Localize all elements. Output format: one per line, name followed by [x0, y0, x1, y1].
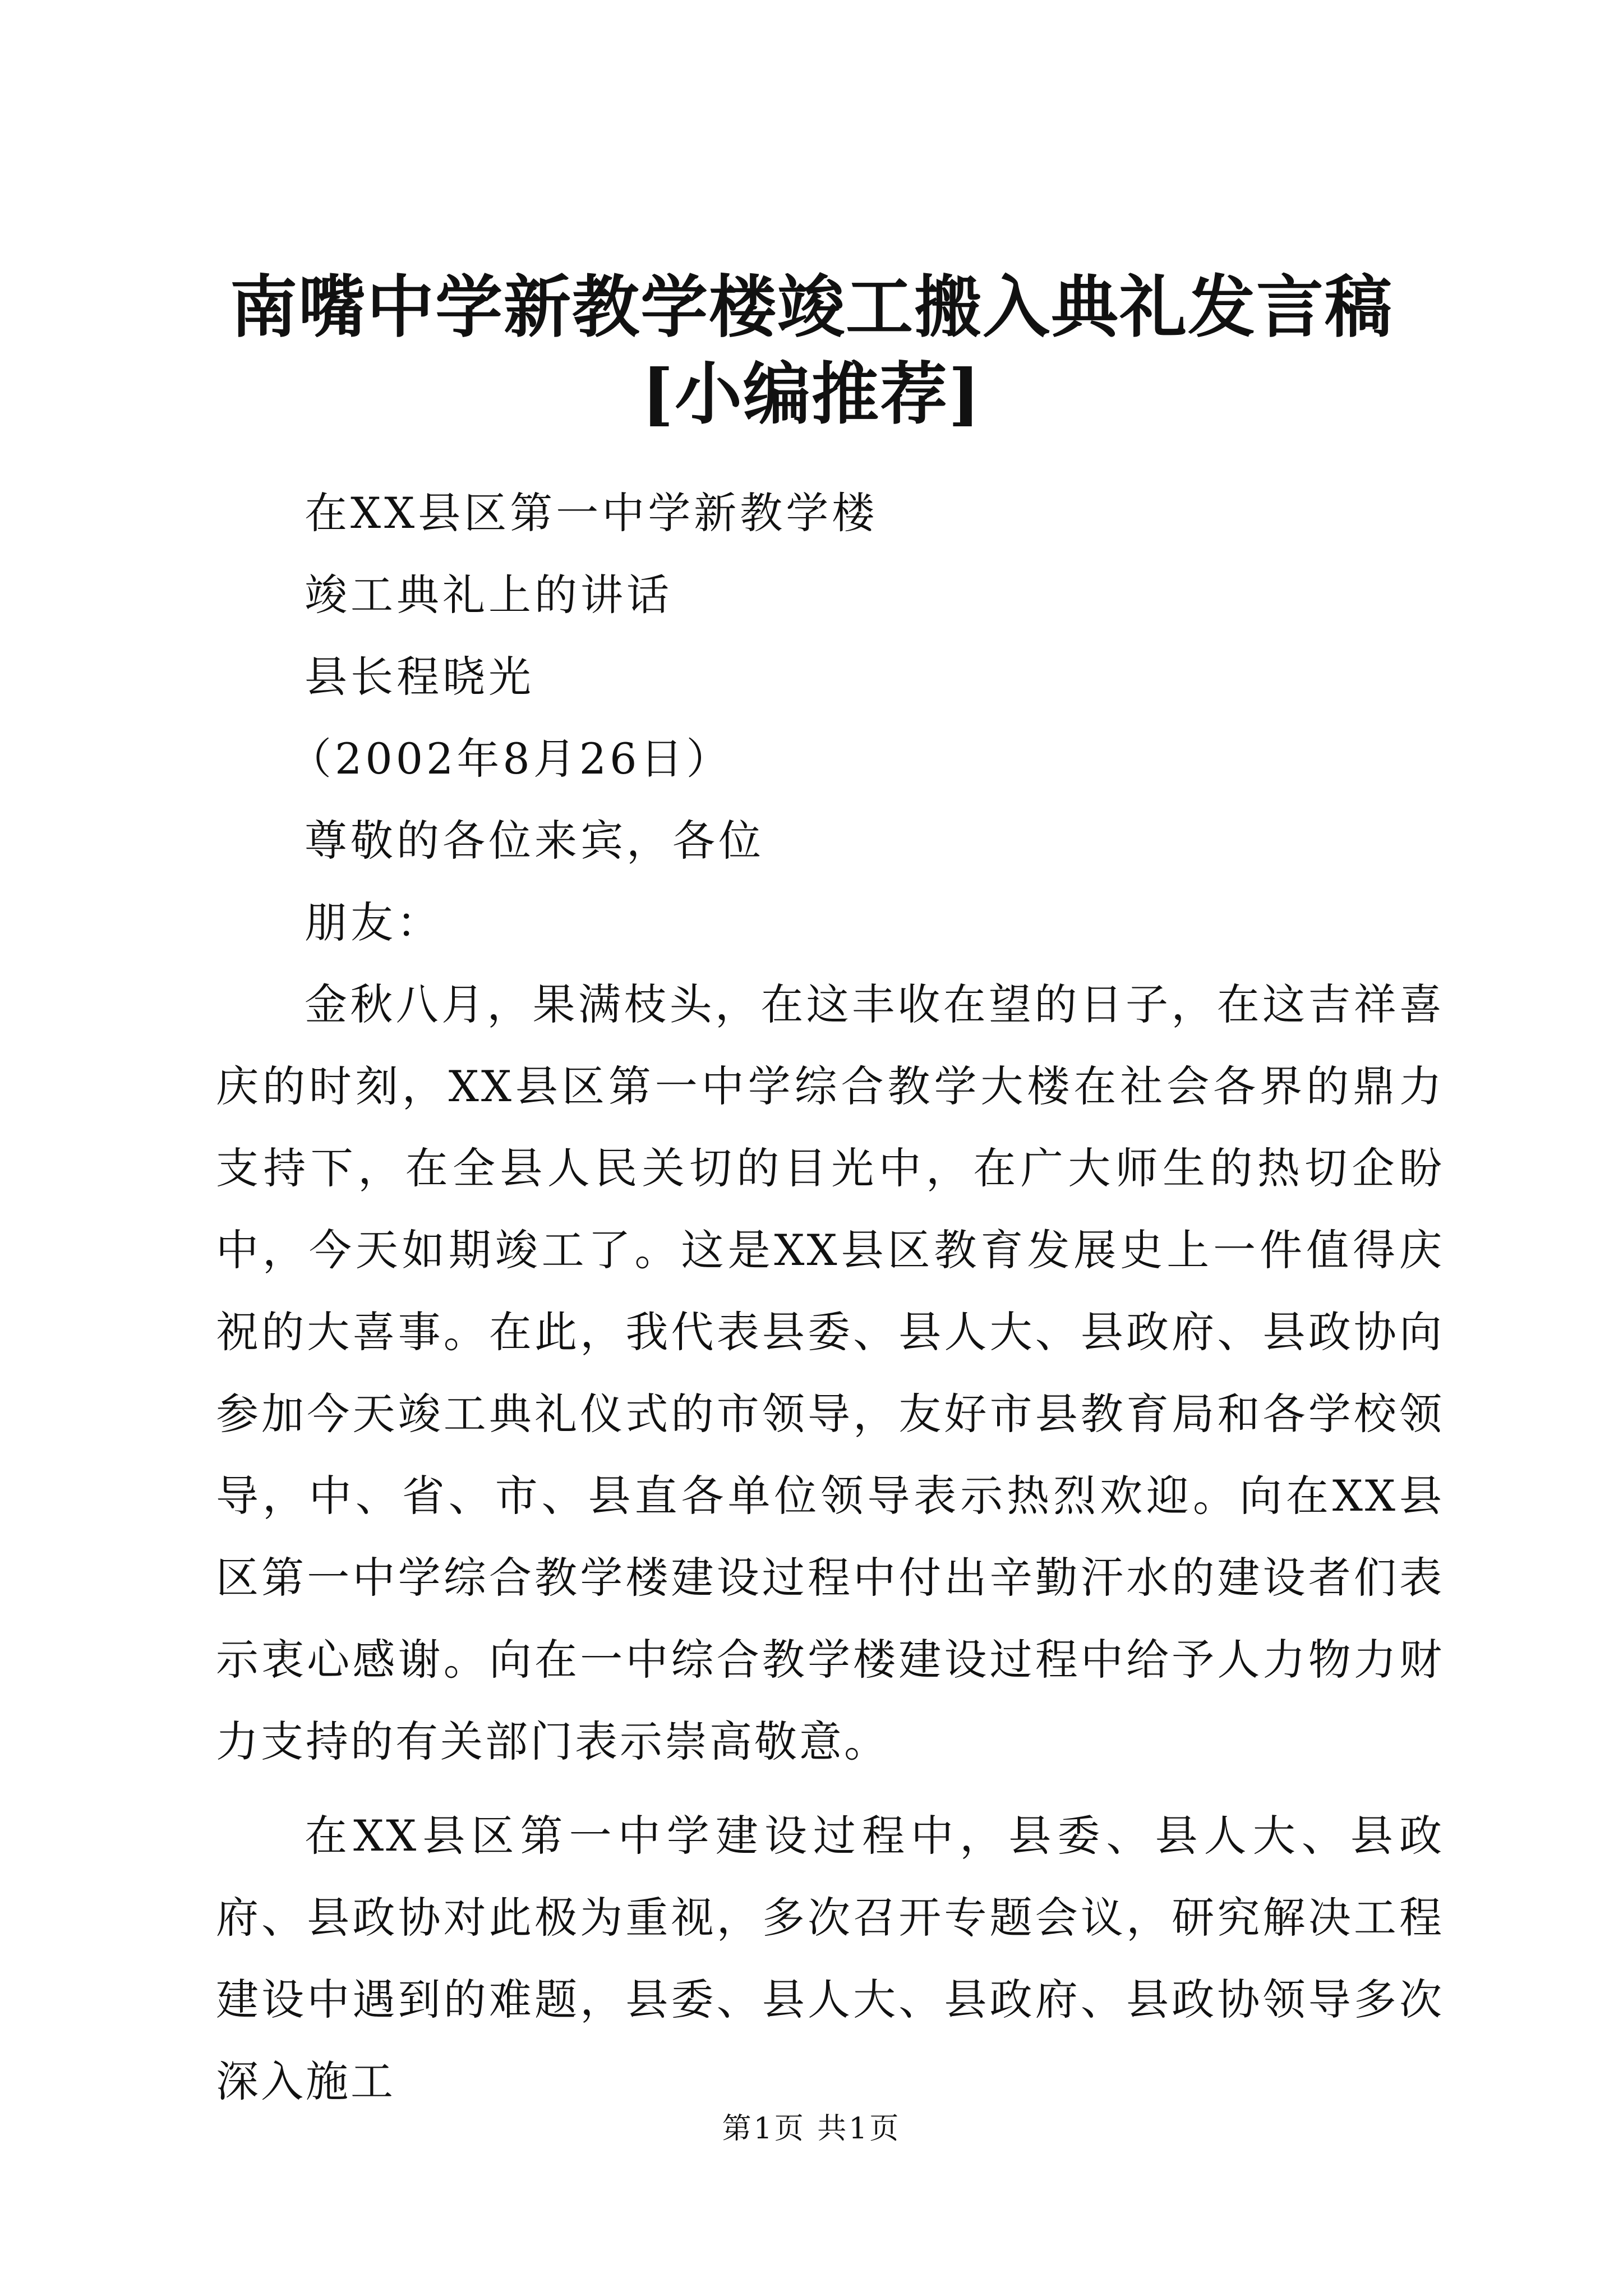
- salutation-line-2: 朋友：: [305, 898, 442, 947]
- header-line-occasion: 竣工典礼上的讲话: [305, 570, 672, 620]
- page-footer: 第1页 共1页: [722, 2112, 901, 2146]
- paragraph-2: 在XX县区第一中学建设过程中，县委、县人大、县政府、县政协对此极为重视，多次召开专题会议，研究解决工程建设中遇到的难题，县委、县人大、县政府、县政协领导多次深入施工: [216, 1811, 1444, 2106]
- salutation-line-1: 尊敬的各位来宾，各位: [305, 816, 764, 866]
- header-line-speaker: 县长程晓光: [305, 652, 534, 702]
- header-line-date: （2002年8月26日）: [289, 734, 732, 784]
- header-line-venue: 在XX县区第一中学新教学楼: [305, 488, 878, 538]
- paragraph-1: 金秋八月，果满枝头，在这丰收在望的日子，在这吉祥喜庆的时刻，XX县区第一中学综合教学大楼在社会各界的鼎力支持下，在全县人民关切的目光中，在广大师生的热切企盼中，今天如期竣工了。这是XX县区教育发展史上一件值得庆祝的大喜事。在此，我代表县委、县人大、县政府、县政协向参加今天竣工典礼仪式的市领导，友好市县教育局和各学校领导，中、省、市、县直各单位领导表示热烈欢迎。向在XX县区第一中学综合教学楼建设过程中付出辛勤汗水的建设者们表示衷心感谢。向在一中综合教学楼建设过程中给予人力物力财力支持的有关部门表示崇高敬意。: [216, 979, 1444, 1766]
- document-body: [216, 472, 1444, 2123]
- document-title: 南嘴中学新教学楼竣工搬入典礼发言稿[小编推荐]: [230, 268, 1393, 434]
